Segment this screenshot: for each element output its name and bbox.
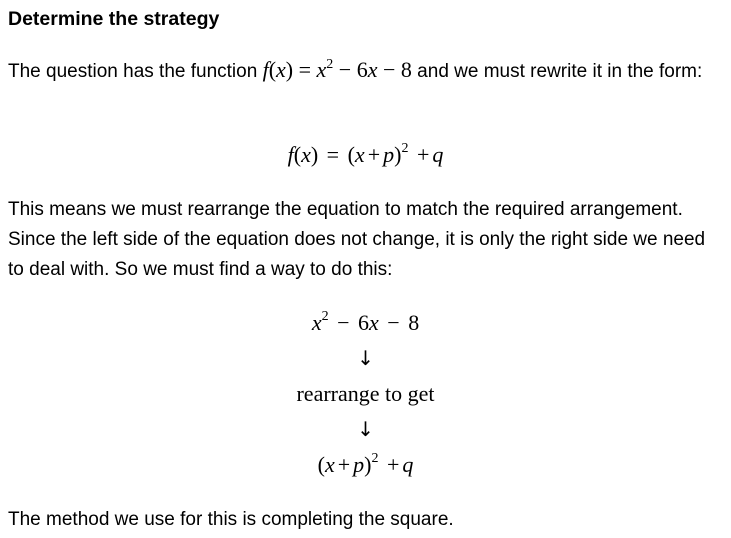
intro-text-after: and we must rewrite it in the form: xyxy=(411,61,703,82)
down-arrow-icon: ↓ xyxy=(357,417,374,441)
conclusion-paragraph: The method we use for this is completing the square. xyxy=(8,509,454,530)
inline-function-expression: $f(x) = x^2 - 6x - 8$ xyxy=(262,57,412,82)
down-arrow-icon: ↓ xyxy=(357,346,374,370)
intro-paragraph xyxy=(8,55,726,89)
explanation-paragraph: This means we must rearrange the equation to match the required arrangement. Since the left side of the equation does not change, it is only the right side we need to deal with. So we must find a way to do this: xyxy=(8,199,706,280)
intro-text-before: The question has the function xyxy=(8,61,263,82)
flow-rearrange-text: rearrange to get xyxy=(296,381,435,406)
target-form-equation: $f(x) = (x + p)^2 + q$ xyxy=(287,141,444,167)
flow-original-expression: $x^2 - 6x - 8$ xyxy=(311,309,420,335)
section-heading: Determine the strategy xyxy=(8,8,220,30)
flow-target-expression: $(x + p)^2 + q$ xyxy=(317,451,414,477)
